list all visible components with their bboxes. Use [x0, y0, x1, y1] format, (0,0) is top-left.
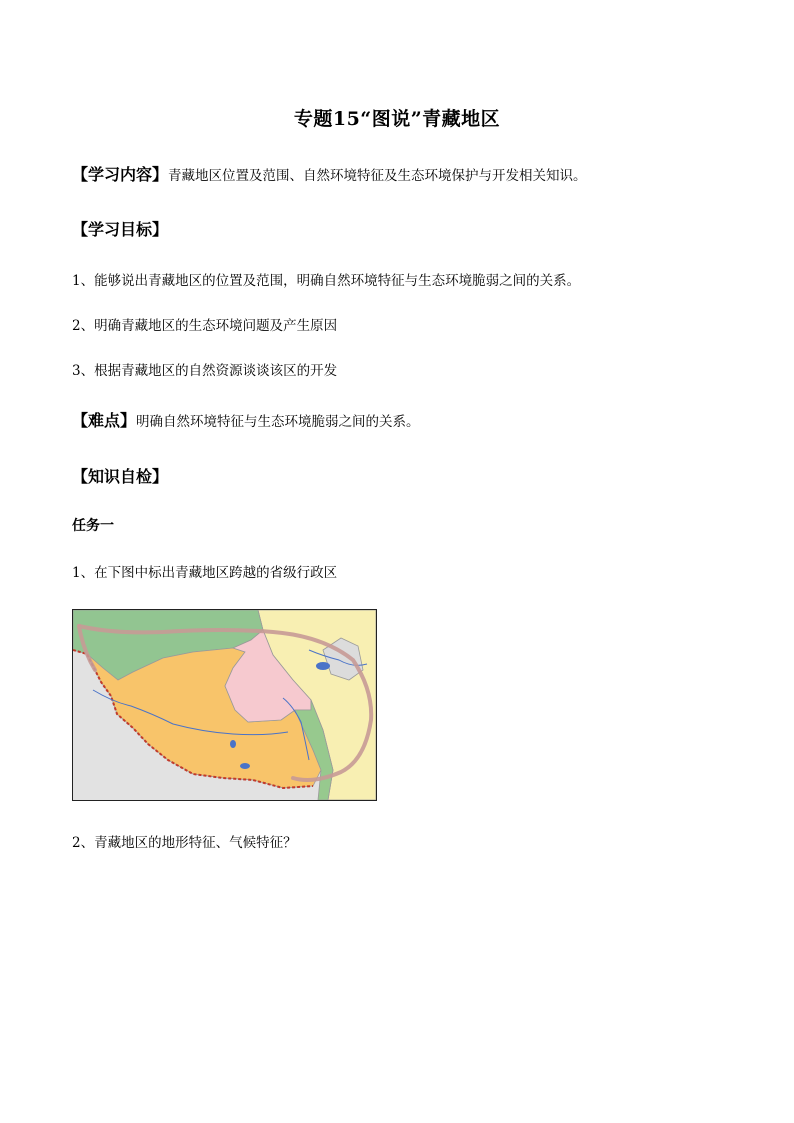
- goal-item-3: 3、根据青藏地区的自然资源谈谈该区的开发: [72, 363, 338, 379]
- question-1: 1、在下图中标出青藏地区跨越的省级行政区: [72, 565, 338, 581]
- learning-content-text: 青藏地区位置及范围、自然环境特征及生态环境保护与开发相关知识。: [168, 168, 587, 184]
- goal-item-1: 1、能够说出青藏地区的位置及范围，明确自然环境特征与生态环境脆弱之间的关系。: [72, 273, 581, 289]
- difficulty-text: 明确自然环境特征与生态环境脆弱之间的关系。: [136, 414, 420, 430]
- task-one-label: 任务一: [72, 518, 114, 534]
- lake-yamdrok: [240, 763, 250, 769]
- qinghai-tibet-map: [72, 609, 377, 801]
- learning-content-heading: 【学习内容】: [72, 165, 169, 184]
- page-title: 专题15“图说”青藏地区: [293, 108, 501, 130]
- question-2: 2、青藏地区的地形特征、气候特征？: [72, 835, 297, 851]
- lake-qinghai: [316, 662, 330, 670]
- difficulty-heading: 【难点】: [72, 411, 137, 430]
- learning-goals-heading: 【学习目标】: [72, 220, 169, 239]
- self-check-heading: 【知识自检】: [72, 467, 169, 486]
- map-figure: [73, 610, 376, 800]
- lake-namco: [230, 740, 236, 748]
- difficulty: [72, 408, 420, 431]
- goal-item-2: 2、明确青藏地区的生态环境问题及产生原因: [72, 318, 338, 334]
- learning-content: [72, 162, 587, 185]
